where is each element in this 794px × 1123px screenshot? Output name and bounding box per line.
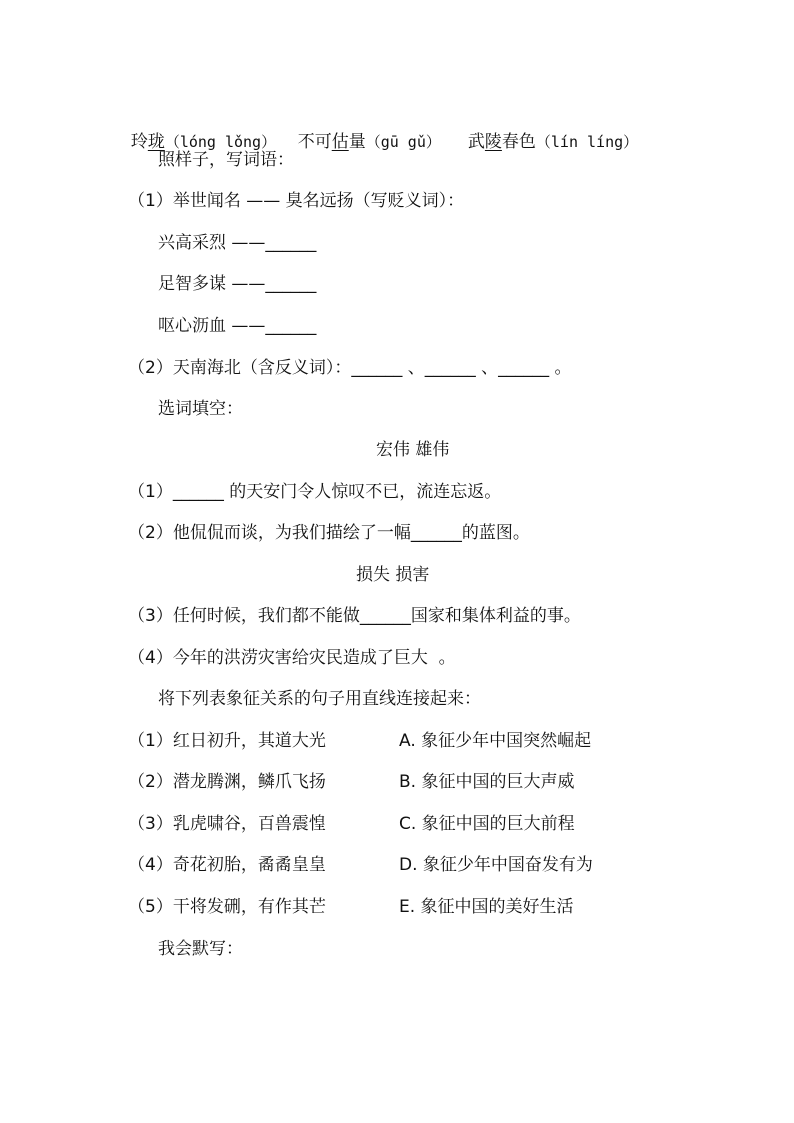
match-right-e: E. 象征中国的美好生活 bbox=[399, 897, 574, 917]
match-left-2: （2）潜龙腾渊，鳞爪飞扬 bbox=[128, 772, 326, 792]
word-bukegu-marked-char: 估 bbox=[331, 132, 349, 152]
match-right-c: C. 象征中国的巨大前程 bbox=[399, 814, 575, 834]
match-left-1: （1）红日初升，其道大光 bbox=[128, 731, 326, 751]
section4-heading: 我会默写： bbox=[158, 939, 243, 959]
section1-question-2: （2）天南海北（含反义词）：______ 、______ 、______ 。 bbox=[128, 358, 572, 378]
section2-heading: 选词填空： bbox=[158, 399, 243, 419]
pinyin-options-ling: （lín líng） bbox=[535, 133, 639, 151]
section3-heading: 将下列表象征关系的句子用直线连接起来： bbox=[158, 689, 481, 709]
match-left-5: （5）干将发硎，有作其芒 bbox=[128, 897, 326, 917]
section2-question-2: （2）他侃侃而谈，为我们描绘了一幅______的蓝图。 bbox=[128, 523, 530, 543]
match-left-4: （4）奇花初胎，矞矞皇皇 bbox=[128, 855, 326, 875]
section1-item-3: 呕心沥血 ——______ bbox=[158, 316, 317, 336]
word-linglong-marked-char: 珑 bbox=[147, 132, 165, 152]
word-bukegu-prefix: 不可 bbox=[297, 132, 332, 152]
pinyin-line bbox=[120, 106, 638, 154]
word-wuling-marked-char: 陵 bbox=[484, 132, 502, 152]
pinyin-options-long: （lóng lǒng） bbox=[164, 133, 277, 151]
word-choice-group-2: 损失 损害 bbox=[356, 565, 430, 585]
match-right-d: D. 象征少年中国奋发有为 bbox=[399, 855, 593, 875]
section2-question-1: （1）______ 的天安门令人惊叹不已，流连忘返。 bbox=[128, 482, 502, 502]
match-right-a: A. 象征少年中国突然崛起 bbox=[399, 731, 592, 751]
section1-item-2: 足智多谋 ——______ bbox=[158, 274, 317, 294]
word-linglong-prefix: 玲 bbox=[130, 132, 148, 152]
match-left-3: （3）乳虎啸谷，百兽震惶 bbox=[128, 814, 326, 834]
section2-question-4: （4）今年的洪涝灾害给灾民造成了巨大 。 bbox=[128, 648, 456, 668]
word-wuling-prefix: 武 bbox=[467, 132, 485, 152]
section1-heading: 照样子，写词语： bbox=[158, 150, 294, 170]
section2-question-3: （3）任何时候，我们都不能做______国家和集体利益的事。 bbox=[128, 606, 581, 626]
word-bukegu-suffix: 量 bbox=[348, 132, 366, 152]
match-right-b: B. 象征中国的巨大声威 bbox=[399, 772, 575, 792]
word-choice-group-1: 宏伟 雄伟 bbox=[376, 440, 450, 460]
word-wuling-suffix: 春色 bbox=[501, 132, 536, 152]
section1-item-1: 兴高采烈 ——______ bbox=[158, 233, 317, 253]
section1-question-1: （1）举世闻名 —— 臭名远扬（写贬义词）： bbox=[128, 191, 465, 211]
pinyin-options-gu: （gū gǔ） bbox=[365, 133, 441, 151]
